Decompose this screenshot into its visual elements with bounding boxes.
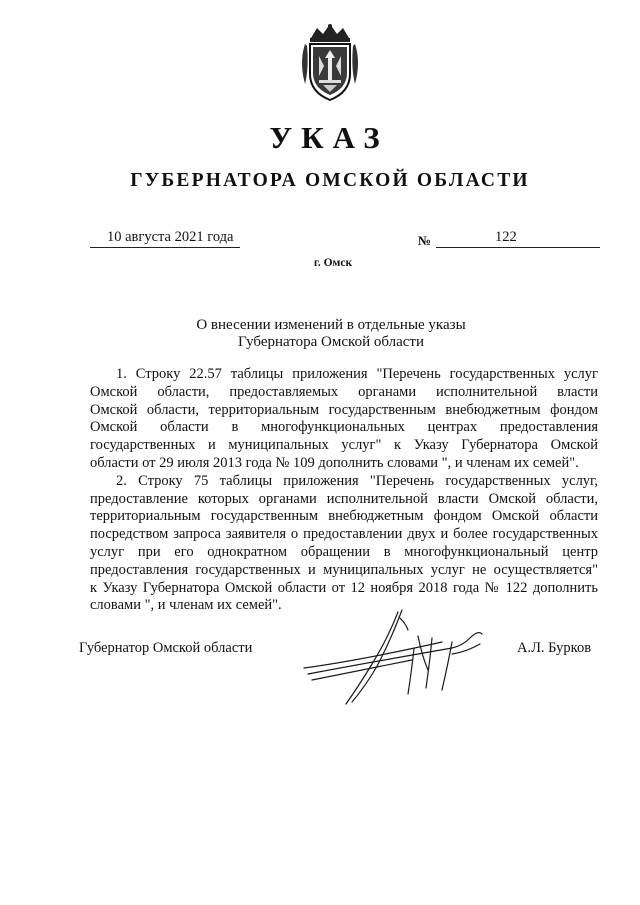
decree-number: 122 — [495, 229, 517, 245]
text-line: Омской области, предоставляемых органами исполнительной власти — [90, 383, 598, 400]
text-line: словами ", и членам их семей". — [90, 597, 282, 614]
text-line: Омской области в многофункциональных центрах предоставления — [90, 419, 598, 436]
text-line: 2. Строку 75 таблицы приложения "Перечень государственных услуг, — [116, 472, 598, 489]
decree-date: 10 августа 2021 года — [107, 229, 234, 245]
text-line: посредством запроса заявителя о предоставлении двух и более государственных — [90, 526, 598, 543]
text-line: к Указу Губернатора Омской области от 12 ноября 2018 года № 122 дополнить — [90, 579, 598, 596]
text-line: государственных и муниципальных услуг" к Указу Губернатора Омской — [90, 437, 598, 454]
paragraph-2 — [90, 473, 598, 615]
text-line: предоставления государственных и муниципальных услуг не осуществляется" — [90, 561, 598, 578]
decree-city: г. Омск — [313, 257, 353, 269]
number-sign: № — [418, 233, 432, 248]
coat-of-arms-emblem — [297, 22, 363, 104]
text-line: области от 29 июля 2013 года № 109 дополнить словами ", и членам их семей". — [90, 454, 579, 471]
text-line: Омской области, территориальным государственным внебюджетным фондом — [90, 401, 598, 418]
decree-subject — [0, 317, 640, 351]
subject-line: О внесении изменений в отдельные указы — [196, 317, 466, 333]
signatory-name: А.Л. Бурков — [517, 640, 592, 656]
decree-subtitle: ГУБЕРНАТОРА ОМСКОЙ ОБЛАСТИ — [130, 170, 530, 191]
number-underline — [436, 229, 600, 248]
subject-line: Губернатора Омской области — [238, 334, 424, 350]
text-line: 1. Строку 22.57 таблицы приложения "Перечень государственных услуг — [116, 366, 598, 382]
decree-title: УКАЗ — [269, 120, 389, 155]
text-line: услуг при его однократном обращении в многофункциональный центр — [90, 543, 598, 560]
decree-body — [90, 366, 598, 615]
paragraph-1 — [90, 366, 598, 473]
handwritten-signature — [302, 608, 494, 706]
signatory-position: Губернатор Омской области — [79, 640, 253, 656]
text-line: территориальным государственным внебюджетным фондом Омской области — [90, 508, 598, 525]
text-line: предоставление которых органами исполнительной власти Омской области, — [90, 490, 598, 507]
